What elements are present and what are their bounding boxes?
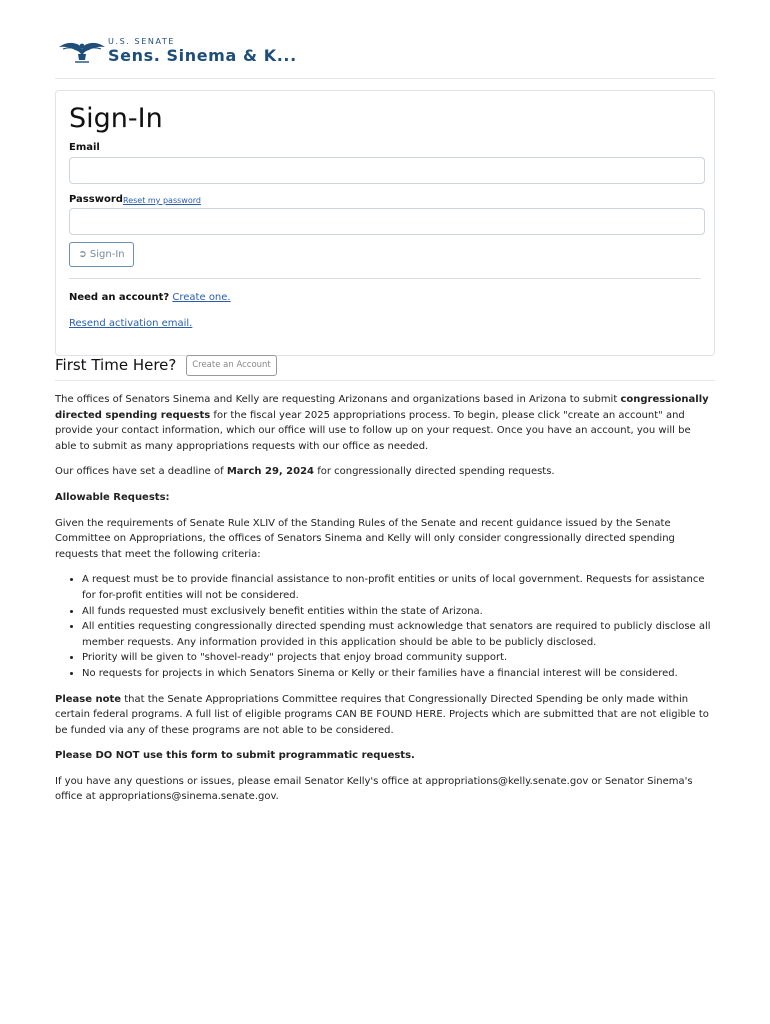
- resend-activation-link[interactable]: Resend activation email.: [69, 318, 193, 329]
- email-label: Email: [69, 142, 100, 153]
- list-item: • A request must be to provide financial assistance to non-profit entities or units of local government. Requests for assistance for for-profit entities will not be considered.: [82, 572, 715, 603]
- warning-paragraph: [55, 748, 715, 764]
- rules-paragraph: Given the requirements of Senate Rule XLIV of the Standing Rules of the Senate and recent guidance issued by the Senate Committee on Appropriations, the offices of Senators Sinema and Kelly will only consider congressionally directed spending requests that meet the following criteria:: [55, 517, 675, 560]
- password-label: Password: [69, 194, 123, 205]
- first-time-section: [55, 354, 715, 381]
- deadline-text-b: for congressionally directed spending requests.: [314, 466, 555, 478]
- create-account-button[interactable]: Create an Account: [186, 355, 277, 376]
- note-paragraph: [55, 692, 715, 739]
- email-input[interactable]: [69, 157, 705, 184]
- deadline-date: March 29, 2024: [226, 466, 315, 478]
- list-item: • All funds requested must exclusively benefit entities within the state of Arizona.: [82, 604, 715, 620]
- intro-text-b: for the fiscal year 2025 appropriations process. To begin, please click "create an account" and provide your contact information, which our office will use to follow up on your request. Once you have an account, you will be able to submit as many appropriations requests with our office as needed.: [55, 409, 691, 452]
- deadline-text-a: Our offices have set a deadline of: [55, 466, 227, 478]
- signin-button[interactable]: [69, 242, 134, 267]
- site-header: [55, 34, 715, 79]
- note-bold: Please note: [55, 693, 122, 705]
- reset-password-link[interactable]: Reset my password: [123, 196, 201, 205]
- password-input[interactable]: [69, 208, 705, 235]
- intro-text-a: The offices of Senators Sinema and Kelly are requesting Arizonans and organizations based in Arizona to submit: [55, 394, 621, 405]
- signin-title: Sign-In: [69, 103, 163, 134]
- deadline-paragraph: [55, 464, 715, 480]
- criteria-list: [55, 572, 715, 681]
- note-text: that the Senate Appropriations Committee requires that Congressionally Directed Spending be only made within certain federal programs. A full list of eligible programs CAN BE FOUND HERE. Projects which are submitted that are not eligible to be funded via any of these programs are not able to be considered.: [55, 693, 709, 736]
- org-label: U.S. SENATE: [108, 37, 176, 46]
- allowable-heading: [55, 490, 715, 506]
- need-account-text: Need an account?: [69, 292, 170, 303]
- site-name[interactable]: Sens. Sinema & K...: [108, 46, 297, 65]
- info-content: [55, 392, 715, 815]
- resend-row: [69, 318, 192, 329]
- need-account-row: [69, 292, 231, 303]
- intro-paragraph: [55, 392, 715, 454]
- list-item: • All entities requesting congressionally directed spending must acknowledge that senators are required to publicly disclose all member requests. Any information provided in this application should be able to be publicly disclosed.: [82, 619, 715, 650]
- create-account-link[interactable]: Create one.: [172, 292, 231, 303]
- senate-eagle-logo-icon[interactable]: [57, 38, 107, 64]
- card-divider: [69, 278, 701, 279]
- signin-button-label: Sign-In: [89, 249, 125, 260]
- sign-in-icon: ➲: [78, 249, 87, 260]
- warning-text: Please DO NOT use this form to submit programmatic requests.: [55, 750, 415, 762]
- first-time-title: First Time Here?: [55, 356, 177, 374]
- list-item: • No requests for projects in which Senators Sinema or Kelly or their families have a financial interest will be considered.: [82, 666, 715, 682]
- list-item: • Priority will be given to "shovel-ready" projects that enjoy broad community support.: [82, 650, 715, 666]
- contact-paragraph: If you have any questions or issues, please email Senator Kelly's office at appropriations@kelly.senate.gov or Senator Sinema's office at appropriations@sinema.senate.gov.: [55, 775, 693, 803]
- allowable-heading-text: Allowable Requests:: [55, 491, 170, 503]
- intro-bold: congressionally directed spending requests: [55, 394, 709, 421]
- signin-card: [55, 90, 715, 356]
